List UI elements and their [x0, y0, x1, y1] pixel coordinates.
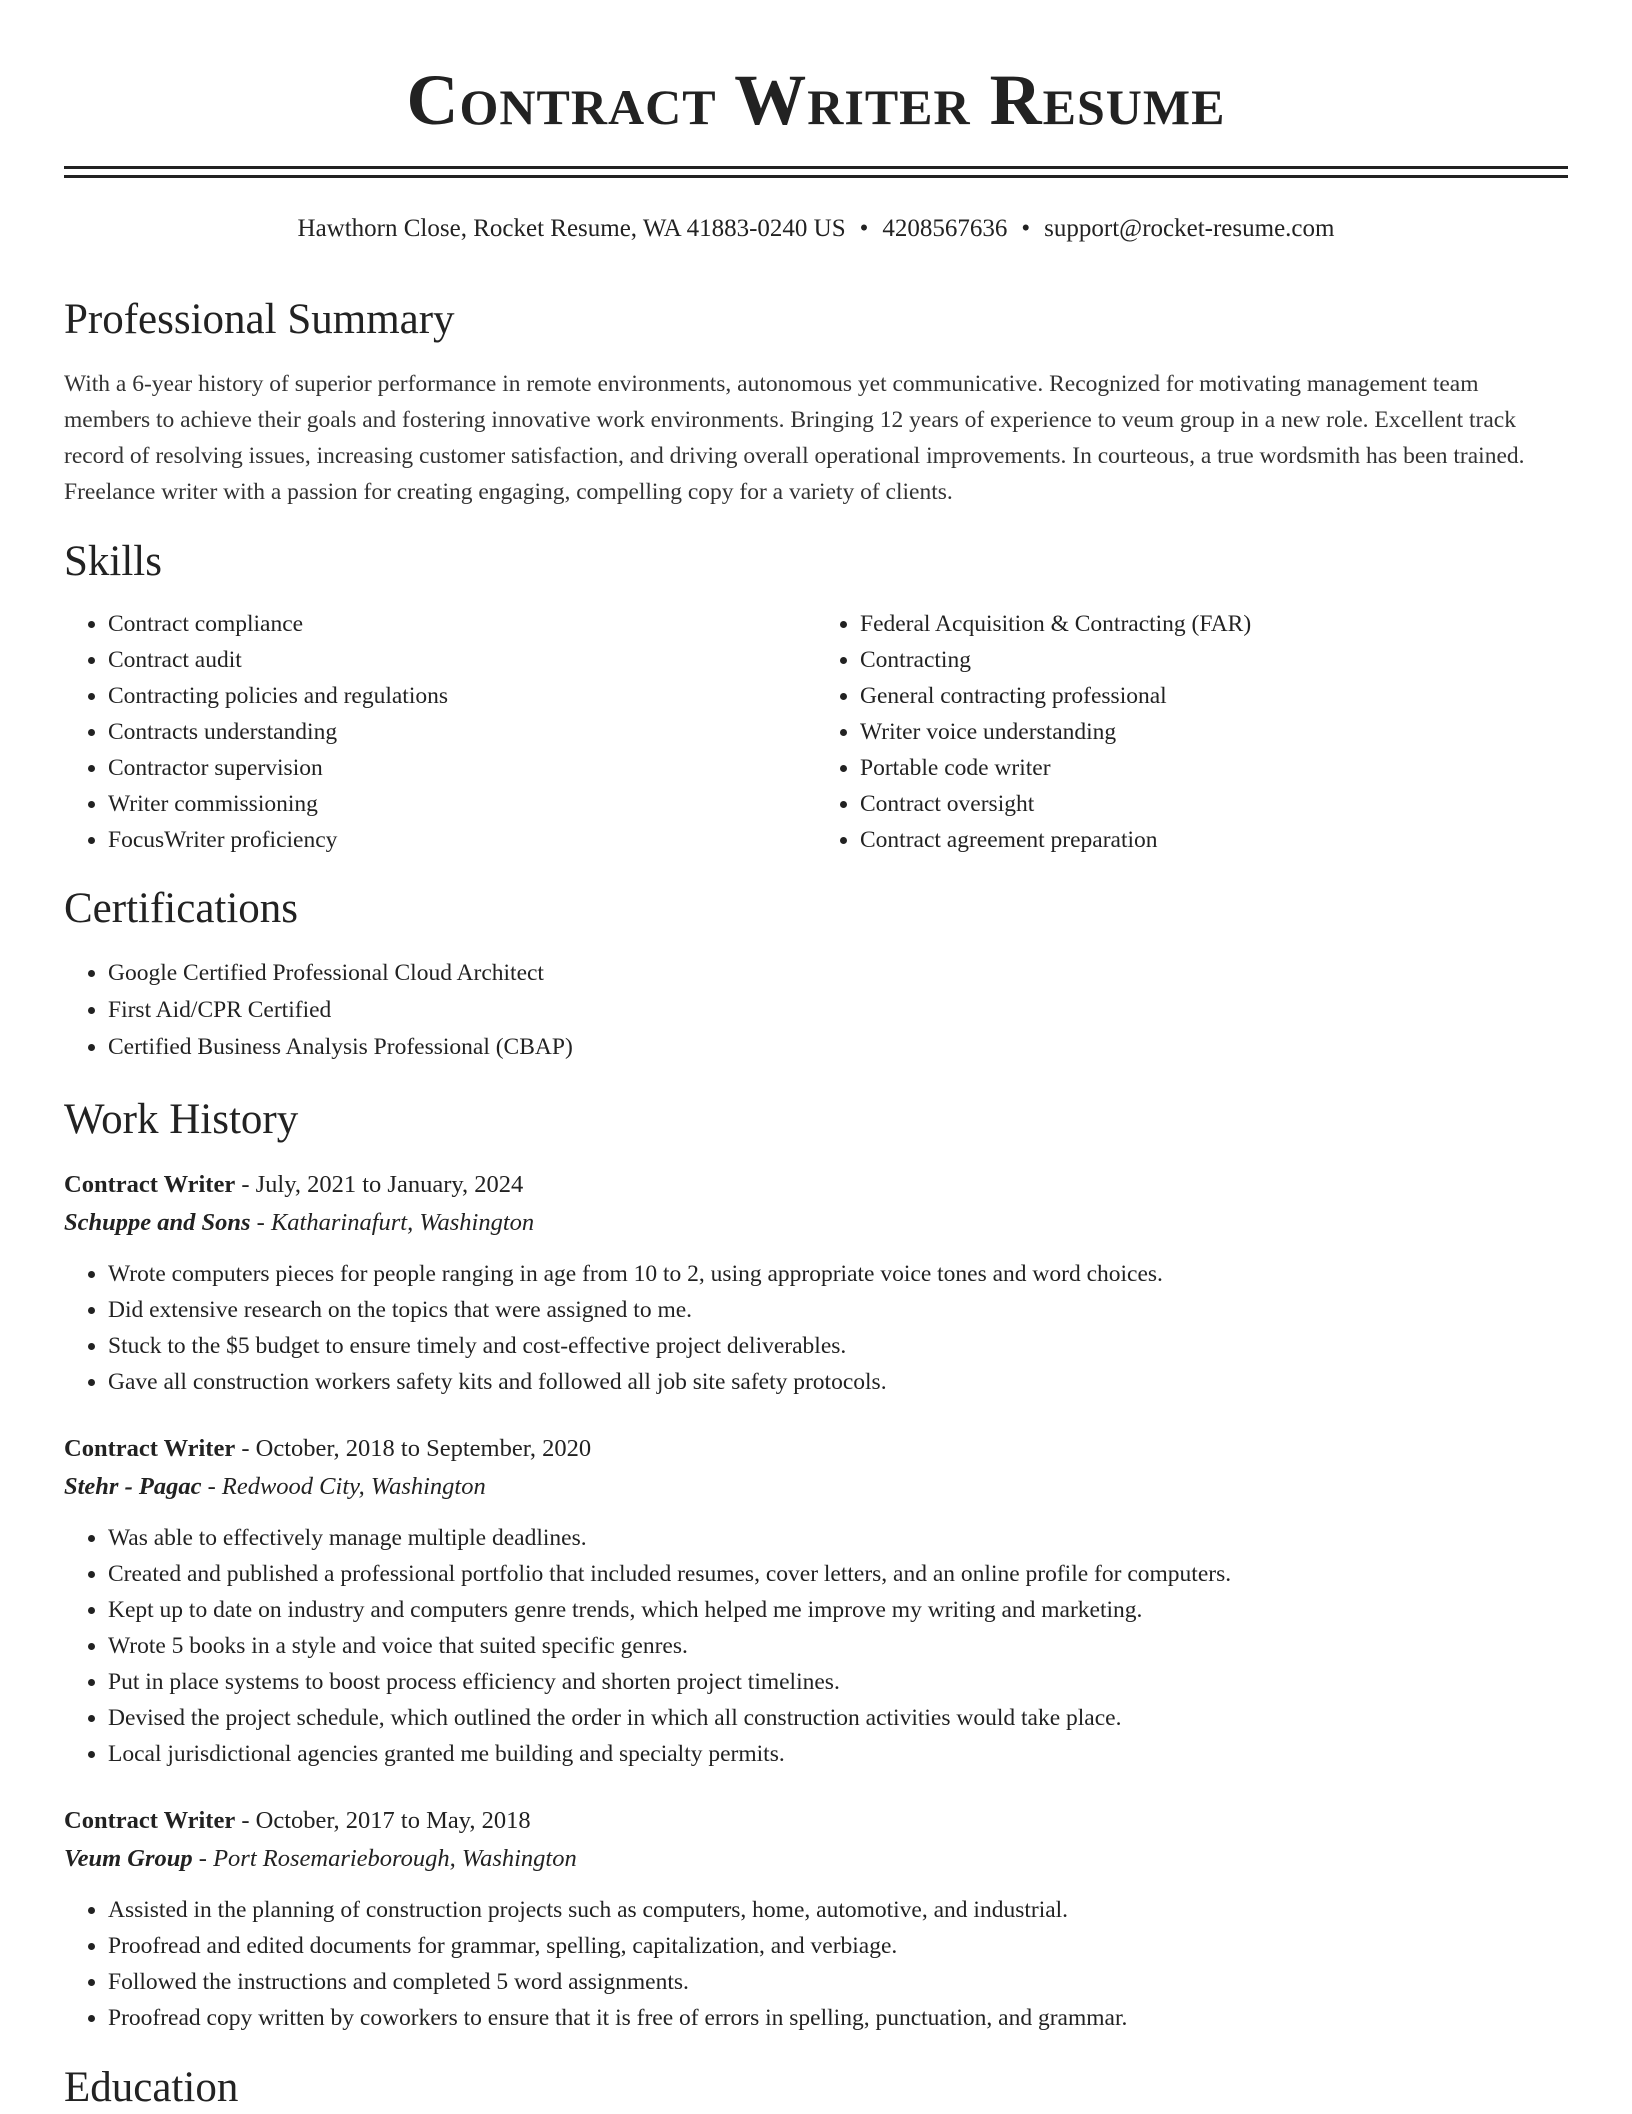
certification-item: • Google Certified Professional Cloud Architect — [108, 955, 1568, 992]
certifications-heading: Certifications — [64, 885, 299, 932]
job-bullet: • Stuck to the $5 budget to ensure timely and cost-effective project deliverables. — [108, 1328, 1568, 1364]
job-title: Contract Writer — [64, 1171, 236, 1198]
job-header — [64, 1802, 1568, 1840]
skill-item: • Portable code writer — [860, 750, 1568, 786]
contact-phone: 4208567636 — [882, 215, 1008, 242]
job-bullet: • Wrote 5 books in a style and voice that suited specific genres. — [108, 1628, 1568, 1664]
skill-item: • Writer voice understanding — [860, 714, 1568, 750]
skill-item: • Writer commissioning — [108, 786, 816, 822]
skill-item: • Contract compliance — [108, 606, 816, 642]
job-company: Schuppe and Sons — [64, 1209, 251, 1236]
skill-item: • Contract agreement preparation — [860, 822, 1568, 858]
job-header — [64, 1166, 1568, 1204]
contact-email: support@rocket-resume.com — [1044, 215, 1335, 242]
resume-title: Contract Writer Resume — [406, 60, 1226, 140]
skill-item: • Federal Acquisition & Contracting (FAR) — [860, 606, 1568, 642]
job-company: Veum Group — [64, 1845, 193, 1872]
skills-list-left — [64, 606, 816, 858]
job-dates: - July, 2021 to January, 2024 — [235, 1171, 524, 1198]
skills-list-right — [816, 606, 1568, 858]
job-bullet: • Wrote computers pieces for people ranging in age from 10 to 2, using appropriate voice tones and word choices. — [108, 1256, 1568, 1292]
job-bullet: • Devised the project schedule, which outlined the order in which all construction activities would take place. — [108, 1700, 1568, 1736]
job-company-line — [64, 1468, 1568, 1506]
contact-line — [64, 212, 1568, 246]
job-location: - Port Rosemarieborough, Washington — [192, 1845, 577, 1872]
skill-item: • Contracting — [860, 642, 1568, 678]
title-divider-top — [64, 166, 1568, 169]
job-company: Stehr - Pagac — [64, 1473, 202, 1500]
job-location: - Katharinafurt, Washington — [250, 1209, 535, 1236]
job-entry — [64, 1802, 1568, 2036]
job-bullet: • Was able to effectively manage multiple deadlines. — [108, 1520, 1568, 1556]
certification-item: • First Aid/CPR Certified — [108, 992, 1568, 1029]
skill-item: • Contractor supervision — [108, 750, 816, 786]
skill-item: • Contract oversight — [860, 786, 1568, 822]
title-divider-bottom — [64, 175, 1568, 178]
job-bullets — [64, 1520, 1568, 1772]
skill-item: • Contracts understanding — [108, 714, 816, 750]
job-entry — [64, 1166, 1568, 1400]
resume-page — [64, 0, 1568, 2114]
job-bullet: • Proofread and edited documents for grammar, spelling, capitalization, and verbiage. — [108, 1928, 1568, 1964]
job-bullet: • Did extensive research on the topics that were assigned to me. — [108, 1292, 1568, 1328]
job-title: Contract Writer — [64, 1807, 236, 1834]
job-bullet: • Followed the instructions and completed 5 word assignments. — [108, 1964, 1568, 2000]
work-history-heading: Work History — [64, 1096, 299, 1143]
contact-separator: • — [859, 215, 869, 242]
skills-columns — [64, 606, 1568, 858]
job-dates: - October, 2018 to September, 2020 — [235, 1435, 592, 1462]
skills-heading: Skills — [64, 538, 162, 585]
certification-item: • Certified Business Analysis Professional (CBAP) — [108, 1029, 1568, 1066]
job-dates: - October, 2017 to May, 2018 — [235, 1807, 531, 1834]
skill-item: • Contract audit — [108, 642, 816, 678]
job-bullets — [64, 1256, 1568, 1400]
job-bullets — [64, 1892, 1568, 2036]
skill-item: • Contracting policies and regulations — [108, 678, 816, 714]
job-entry — [64, 1430, 1568, 1772]
job-bullet: • Created and published a professional portfolio that included resumes, cover letters, and an online profile for computers. — [108, 1556, 1568, 1592]
job-bullet: • Gave all construction workers safety kits and followed all job site safety protocols. — [108, 1364, 1568, 1400]
summary-heading: Professional Summary — [64, 296, 455, 343]
job-bullet: • Local jurisdictional agencies granted me building and specialty permits. — [108, 1736, 1568, 1772]
job-title: Contract Writer — [64, 1435, 236, 1462]
job-company-line — [64, 1204, 1568, 1242]
job-header — [64, 1430, 1568, 1468]
contact-address: Hawthorn Close, Rocket Resume, WA 41883-0240 US — [297, 215, 846, 242]
job-bullet: • Assisted in the planning of construction projects such as computers, home, automotive, and industrial. — [108, 1892, 1568, 1928]
skill-item: • FocusWriter proficiency — [108, 822, 816, 858]
job-company-line — [64, 1840, 1568, 1878]
job-bullet: • Proofread copy written by coworkers to ensure that it is free of errors in spelling, punctuation, and grammar. — [108, 2000, 1568, 2036]
summary-text: With a 6-year history of superior performance in remote environments, autonomous yet communicative. Recognized for motivating management team members to achieve their goals and fostering innovative work environments. Bringing 12 years of experience to veum group in a new role. Excellent track record of resolving issues, increasing customer satisfaction, and driving overall operational improvements. In courteous, a true wordsmith has been trained. Freelance writer with a passion for creating engaging, compelling copy for a variety of clients. — [64, 371, 1525, 505]
contact-separator: • — [1021, 215, 1031, 242]
job-location: - Redwood City, Washington — [201, 1473, 486, 1500]
education-heading: Education — [64, 2064, 239, 2111]
certifications-list — [64, 955, 1568, 1066]
skill-item: • General contracting professional — [860, 678, 1568, 714]
job-bullet: • Kept up to date on industry and computers genre trends, which helped me improve my writing and marketing. — [108, 1592, 1568, 1628]
job-bullet: • Put in place systems to boost process efficiency and shorten project timelines. — [108, 1664, 1568, 1700]
